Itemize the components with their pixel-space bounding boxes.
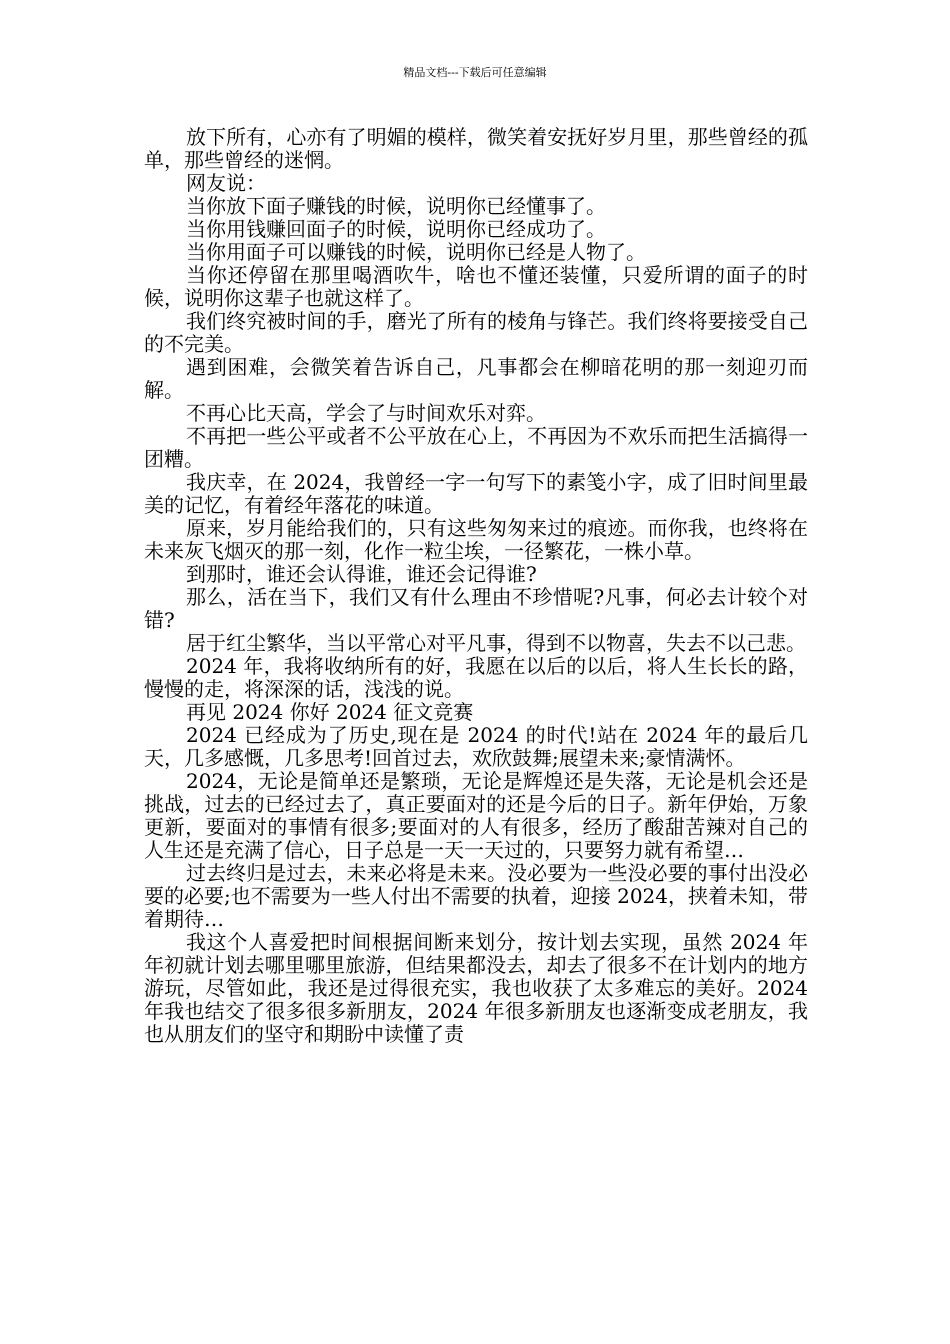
paragraph: 当你用钱赚回面子的时候，说明你已经成功了。: [186, 217, 606, 241]
paragraph: 2024 年，我将收纳所有的好，我愿在以后的以后，将人生长长的路，慢慢的走，将深深的话，浅浅的说。: [144, 654, 808, 701]
document-body: [144, 126, 808, 1046]
paragraph: 放下所有，心亦有了明媚的模样，微笑着安抚好岁月里，那些曾经的孤单，那些曾经的迷惘。: [144, 125, 808, 172]
paragraph: 我这个人喜爱把时间根据间断来划分，按计划去实现，虽然 2024 年年初就计划去哪里哪里旅游，但结果都没去，却去了很多不在计划内的地方游玩，尽管如此，我还是过得很充实，我也收获了太多难忘的美好。2024 年我也结交了很多很多新朋友，2024 年很多新朋友也逐渐变成老朋友，我也从朋友们的坚守和期盼中读懂了责: [144, 930, 808, 1046]
section-heading: 再见 2024 你好 2024 征文竞赛: [186, 700, 474, 724]
paragraph: 当你还停留在那里喝酒吹牛，啥也不懂还装懂，只爱所谓的面子的时候，说明你这辈子也就这样了。: [144, 263, 808, 310]
paragraph: 居于红尘繁华，当以平常心对平凡事，得到不以物喜，失去不以己悲。: [186, 631, 806, 655]
paragraph: 2024 已经成为了历史,现在是 2024 的时代!站在 2024 年的最后几天，几多感慨，几多思考!回首过去，欢欣鼓舞;展望未来;豪情满怀。: [144, 723, 808, 770]
paragraph: 那么，活在当下，我们又有什么理由不珍惜呢?凡事，何必去计较个对错?: [144, 585, 808, 632]
paragraph: 遇到困难，会微笑着告诉自己，凡事都会在柳暗花明的那一刻迎刃而解。: [144, 355, 808, 402]
paragraph: 到那时，谁还会认得谁，谁还会记得谁?: [186, 562, 537, 586]
paragraph: 当你用面子可以赚钱的时候，说明你已经是人物了。: [186, 240, 646, 264]
paragraph: 不再把一些公平或者不公平放在心上，不再因为不欢乐而把生活搞得一团糟。: [144, 424, 808, 471]
paragraph: 我们终究被时间的手，磨光了所有的棱角与锋芒。我们终将要接受自己的不完美。: [144, 309, 808, 356]
paragraph: 2024，无论是简单还是繁琐，无论是辉煌还是失落，无论是机会还是挑战，过去的已经过去了，真正要面对的还是今后的日子。新年伊始，万象更新，要面对的事情有很多;要面对的人有很多，经历了酸甜苦辣对自己的人生还是充满了信心，日子总是一天一天过的，只要努力就有希望…: [144, 769, 808, 862]
paragraph: 当你放下面子赚钱的时候，说明你已经懂事了。: [186, 194, 606, 218]
paragraph: 不再心比天高，学会了与时间欢乐对弈。: [186, 401, 546, 425]
paragraph: 过去终归是过去，未来必将是未来。没必要为一些没必要的事付出没必要的必要;也不需要为一些人付出不需要的执着，迎接 2024，挟着未知，带着期待…: [144, 861, 808, 931]
paragraph: 我庆幸，在 2024，我曾经一字一句写下的素笺小字，成了旧时间里最美的记忆，有着经年落花的味道。: [144, 470, 808, 517]
paragraph: 网友说：: [186, 171, 266, 195]
page-header: 精品文档---下载后可任意编辑: [403, 66, 547, 79]
paragraph: 原来，岁月能给我们的，只有这些匆匆来过的痕迹。而你我，也终将在未来灰飞烟灭的那一刻，化作一粒尘埃，一径繁花，一株小草。: [144, 516, 808, 563]
